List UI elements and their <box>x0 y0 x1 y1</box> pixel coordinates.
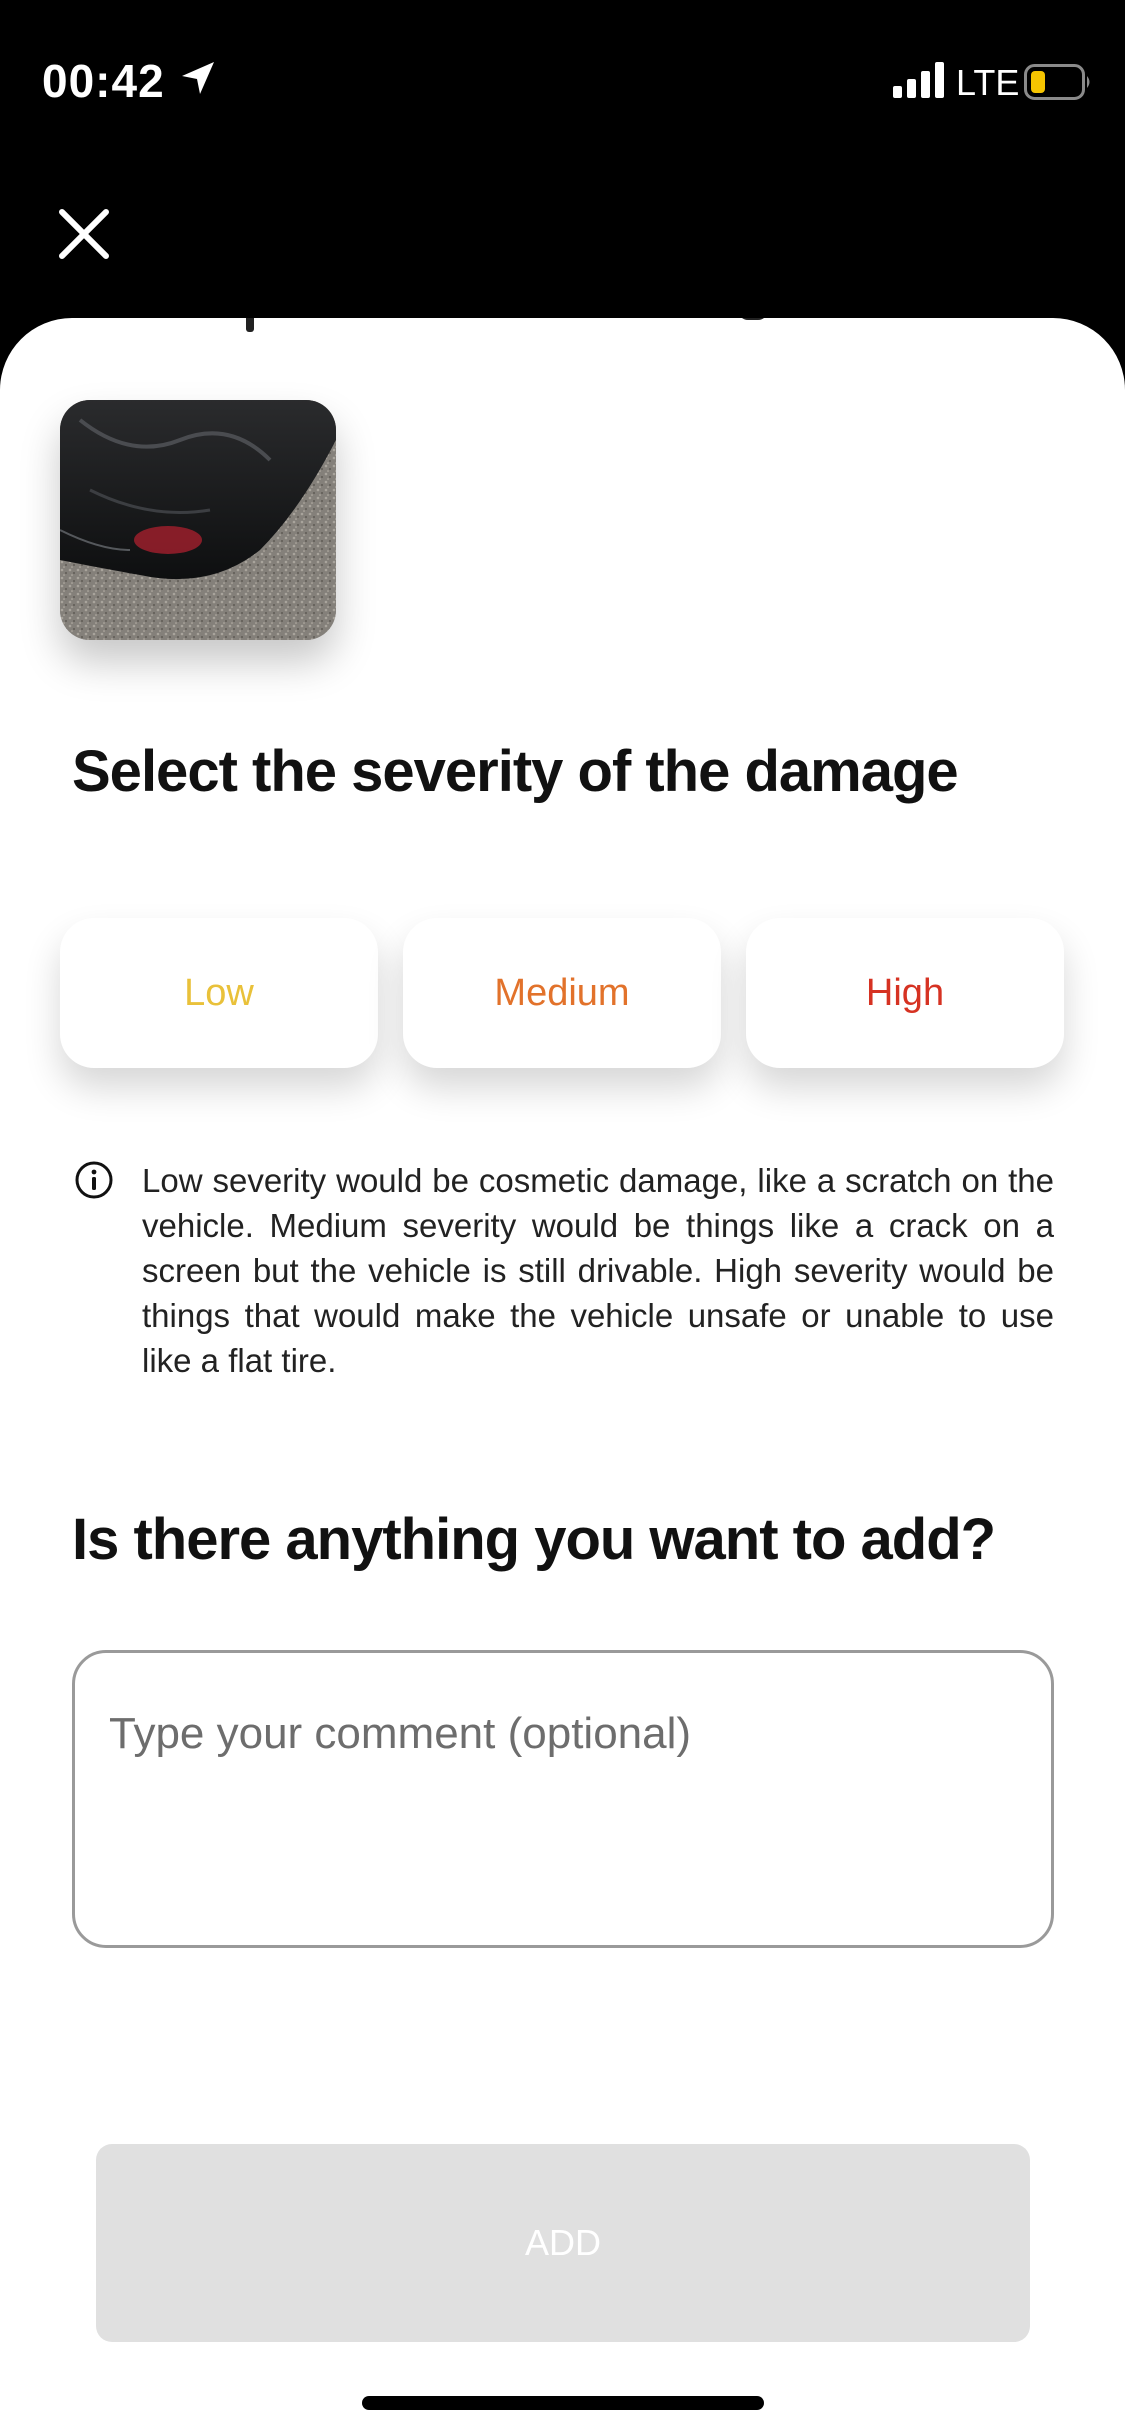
severity-title: Select the severity of the damage <box>72 739 958 804</box>
comment-input[interactable] <box>72 1650 1054 1948</box>
status-time: 00:42 <box>42 55 165 107</box>
damage-photo-image <box>60 400 336 640</box>
status-bar <box>0 0 1125 150</box>
severity-medium-label: Medium <box>494 971 630 1014</box>
cellular-signal-icon <box>893 62 945 98</box>
add-button[interactable] <box>96 2144 1030 2342</box>
severity-low-label: Low <box>184 971 254 1014</box>
severity-low-button[interactable] <box>60 918 378 1068</box>
severity-high-button[interactable] <box>746 918 1064 1068</box>
scrolled-heading-fragment <box>0 318 1125 332</box>
severity-options <box>60 918 1065 1068</box>
severity-info-text: Low severity would be cosmetic damage, like a scratch on the vehicle. Medium severity would be things like a crack on a screen but the vehicle is still drivable. High severity would be things that would make the vehicle unsafe or unable to use like a flat tire. <box>142 1162 1054 1379</box>
damage-sheet <box>0 318 1125 2436</box>
network-label: LTE <box>956 62 1020 103</box>
damage-photo-thumbnail[interactable] <box>60 400 336 640</box>
home-indicator <box>362 2396 764 2410</box>
add-button-label: ADD <box>524 2222 601 2263</box>
info-icon <box>74 1160 114 1200</box>
close-icon[interactable] <box>56 206 112 262</box>
comment-placeholder: Type your comment (optional) <box>109 1709 692 1758</box>
comment-title: Is there anything you want to add? <box>72 1507 996 1572</box>
severity-medium-button[interactable] <box>403 918 721 1068</box>
location-arrow-icon <box>178 58 218 98</box>
battery-low-icon <box>1024 64 1092 100</box>
severity-high-label: High <box>865 971 945 1014</box>
